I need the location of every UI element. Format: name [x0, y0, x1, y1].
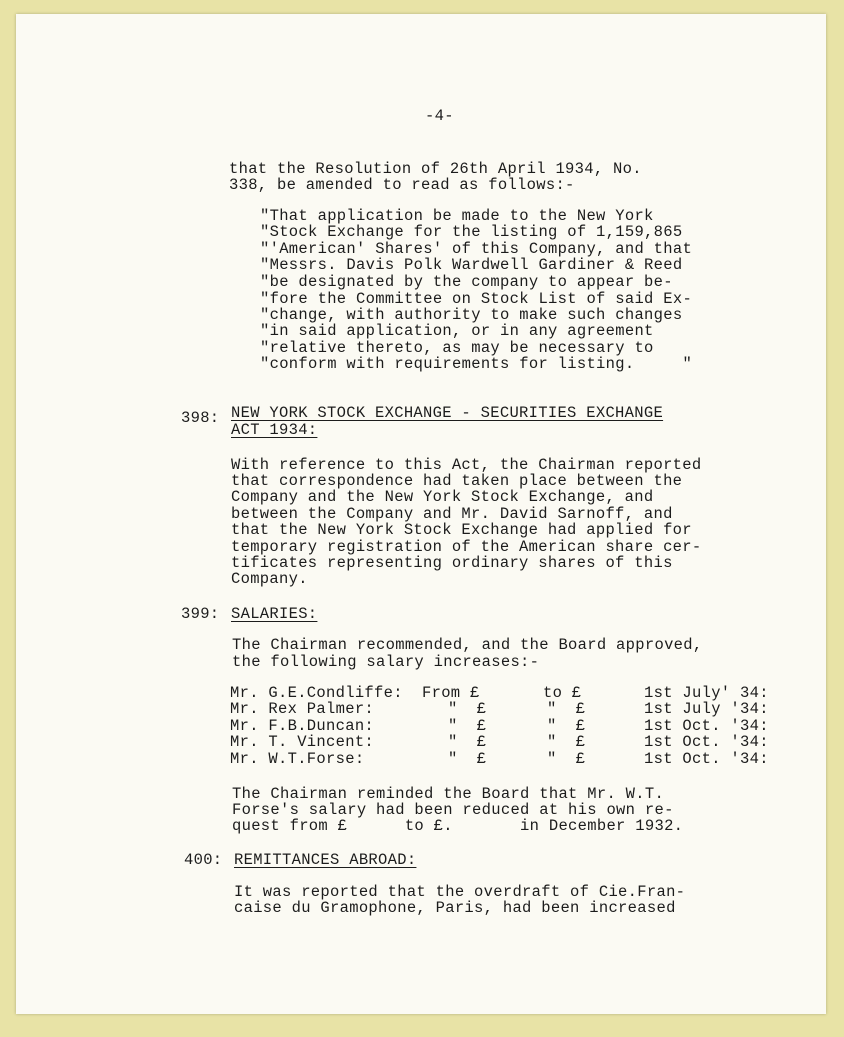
- item-heading: REMITTANCES ABROAD:: [234, 851, 417, 869]
- salary-from: From £: [422, 684, 480, 702]
- body-line: between the Company and Mr. David Sarnoff, and: [231, 505, 673, 523]
- quote-line: "in said application, or in any agreement: [260, 322, 654, 340]
- salary-to: " £: [547, 716, 586, 735]
- salary-row: [230, 751, 790, 767]
- effective-date: 1st July' 34:: [644, 684, 769, 702]
- employee-name: Mr. F.B.Duncan:: [230, 716, 375, 735]
- text-line: 338, be amended to read as follows:-: [229, 176, 575, 194]
- item-heading: ACT 1934:: [231, 421, 318, 439]
- salary-row: [230, 685, 790, 701]
- salary-from: " £: [448, 733, 487, 752]
- body-line: quest from £ to £. in December 1932.: [232, 817, 684, 835]
- body-line: With reference to this Act, the Chairman reported: [231, 456, 702, 474]
- body-line: the following salary increases:-: [232, 653, 540, 671]
- item-heading: SALARIES:: [231, 605, 318, 623]
- employee-name: Mr. G.E.Condliffe:: [230, 684, 403, 702]
- text-line: that the Resolution of 26th April 1934, No.: [229, 160, 642, 178]
- quote-line: "fore the Committee on Stock List of said Ex-: [260, 290, 693, 308]
- body-line: that the New York Stock Exchange had applied for: [231, 521, 692, 539]
- salary-row: [230, 718, 790, 734]
- quote-line: "change, with authority to make such changes: [260, 306, 683, 324]
- quote-line: "conform with requirements for listing. ": [260, 355, 693, 373]
- salary-from: " £: [448, 749, 487, 768]
- item-number: 400:: [184, 851, 223, 869]
- body-line: The Chairman reminded the Board that Mr. W.T.: [232, 785, 665, 803]
- quote-line: "That application be made to the New York: [260, 207, 654, 225]
- employee-name: Mr. W.T.Forse:: [230, 749, 365, 768]
- employee-name: Mr. Rex Palmer:: [230, 700, 375, 719]
- quote-line: "Stock Exchange for the listing of 1,159,865: [260, 223, 683, 241]
- quote-line: "be designated by the company to appear be-: [260, 273, 673, 291]
- body-line: that correspondence had taken place between the: [231, 472, 683, 490]
- body-line: It was reported that the overdraft of Cie.Fran-: [234, 883, 686, 901]
- quote-line: "Messrs. Davis Polk Wardwell Gardiner & Reed: [260, 256, 683, 274]
- effective-date: 1st Oct. '34:: [644, 749, 769, 768]
- salary-table: [230, 685, 790, 770]
- page-number: -4-: [425, 107, 454, 125]
- effective-date: 1st July '34:: [644, 700, 769, 719]
- item-number: 398:: [181, 409, 220, 427]
- body-line: The Chairman recommended, and the Board approved,: [232, 636, 703, 654]
- item-heading: NEW YORK STOCK EXCHANGE - SECURITIES EXCHANGE: [231, 404, 664, 422]
- salary-to: to £: [543, 684, 582, 702]
- salary-from: " £: [448, 716, 487, 735]
- salary-to: " £: [547, 733, 586, 752]
- quote-line: "'American' Shares' of this Company, and that: [260, 240, 693, 258]
- salary-row: [230, 734, 790, 750]
- effective-date: 1st Oct. '34:: [644, 733, 769, 752]
- body-line: Company.: [231, 570, 308, 588]
- quote-line: "relative thereto, as may be necessary to: [260, 339, 654, 357]
- salary-from: " £: [448, 700, 487, 719]
- body-line: caise du Gramophone, Paris, had been increased: [234, 899, 676, 917]
- salary-to: " £: [547, 749, 586, 768]
- body-line: Company and the New York Stock Exchange, and: [231, 488, 654, 506]
- employee-name: Mr. T. Vincent:: [230, 733, 375, 752]
- effective-date: 1st Oct. '34:: [644, 716, 769, 735]
- salary-to: " £: [547, 700, 586, 719]
- salary-row: [230, 701, 790, 717]
- body-line: Forse's salary had been reduced at his own re-: [232, 801, 674, 819]
- body-line: tificates representing ordinary shares of this: [231, 554, 673, 572]
- item-number: 399:: [181, 605, 220, 623]
- body-line: temporary registration of the American share cer-: [231, 538, 702, 556]
